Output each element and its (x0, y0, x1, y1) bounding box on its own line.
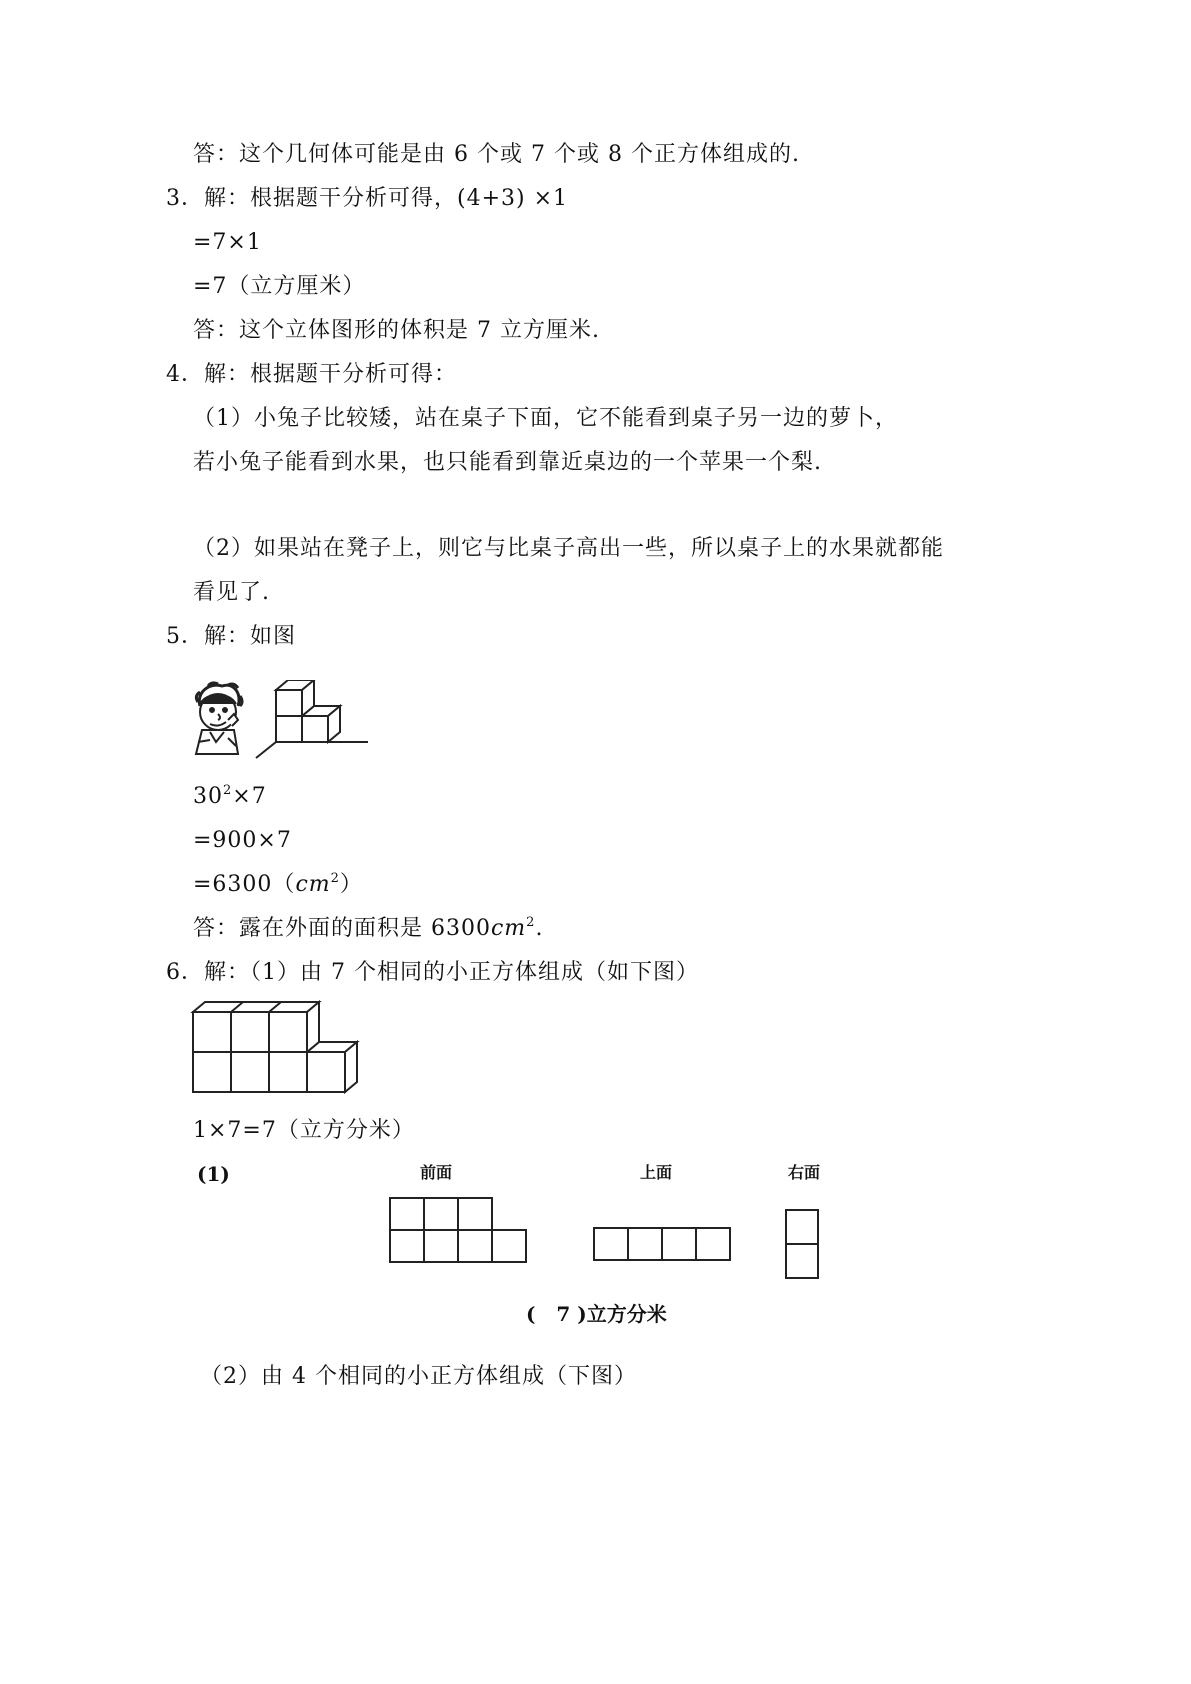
problem-3-step-2: =7（立方厘米） (193, 274, 366, 299)
problem-4-part-2-cont: 看见了. (193, 580, 270, 605)
problem-6-step-1: 1×7=7（立方分米） (193, 1118, 415, 1143)
problem-6-heading: 6．解：（1）由 7 个相同的小正方体组成（如下图） (166, 960, 699, 985)
problem-4-part-1-cont: 若小兔子能看到水果，也只能看到靠近桌边的一个苹果一个梨. (193, 450, 822, 475)
top-view-label: 上面 (640, 1163, 673, 1182)
answer-value: 7 (556, 1302, 571, 1326)
seven-cubes-figure (190, 998, 362, 1096)
boy-cubes-figure (188, 680, 378, 762)
problem-4-part-2: （2）如果站在凳子上，则它与比桌子高出一些，所以桌子上的水果就都能 (193, 536, 944, 561)
step-suffix: ） (339, 872, 363, 897)
problem-4-part-1: （1）小兔子比较矮，站在桌子下面，它不能看到桌子另一边的萝卜， (193, 406, 898, 431)
answer-prefix: 答：露在外面的面积是 6300 (193, 916, 491, 941)
problem-3-step-1: =7×1 (193, 230, 262, 255)
problem-5-step-2: =900×7 (193, 828, 292, 853)
answer-unit: )立方分米 (577, 1302, 667, 1326)
problem-3-heading: 3．解：根据题干分析可得，(4+3) ×1 (166, 186, 569, 211)
unit: cm (490, 916, 527, 941)
step-prefix: =6300（ (193, 872, 296, 897)
problem-5-step-1 (193, 782, 267, 812)
top-view (594, 1228, 730, 1260)
three-views-figure (388, 1196, 828, 1280)
front-view (390, 1198, 526, 1262)
answer-suffix: . (535, 916, 544, 941)
front-view-label: 前面 (420, 1163, 453, 1182)
unit-exponent: 2 (330, 871, 340, 886)
problem-5-answer (193, 914, 543, 944)
step-rest: ×7 (232, 784, 267, 809)
exponent: 2 (223, 783, 233, 798)
volume-answer (526, 1298, 667, 1327)
right-view (786, 1210, 818, 1278)
problem-4-heading: 4．解：根据题干分析可得： (166, 362, 457, 387)
answer-line-1: 答：这个几何体可能是由 6 个或 7 个或 8 个正方体组成的. (193, 142, 800, 167)
boy-illustration (196, 683, 242, 754)
unit: cm (295, 872, 331, 897)
problem-5-step-3 (193, 870, 363, 900)
answer-open-paren: ( (526, 1302, 536, 1326)
unit-exponent: 2 (526, 915, 536, 930)
cube-stack (256, 680, 368, 758)
problem-5-heading: 5．解：如图 (166, 624, 296, 649)
problem-3-answer: 答：这个立体图形的体积是 7 立方厘米. (193, 318, 600, 343)
base-value: 30 (193, 784, 223, 809)
problem-6-part-2: （2）由 4 个相同的小正方体组成（下图） (200, 1364, 637, 1389)
part-tag: (1) (197, 1162, 230, 1186)
right-view-label: 右面 (788, 1163, 821, 1182)
